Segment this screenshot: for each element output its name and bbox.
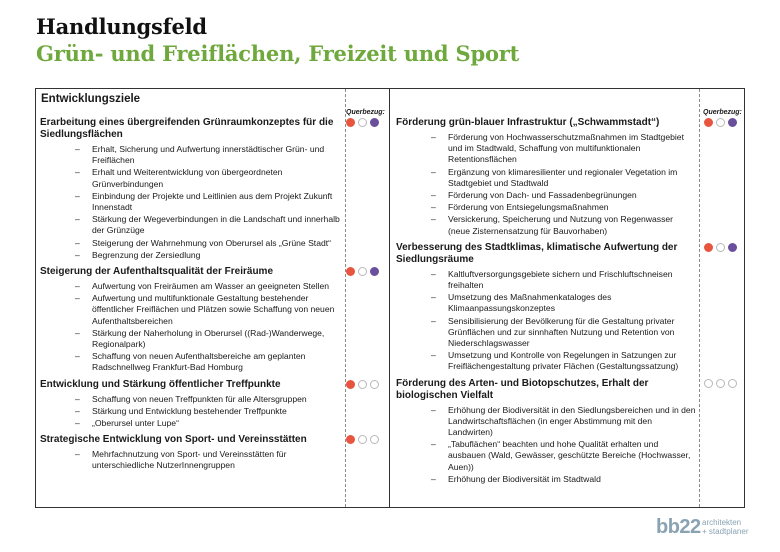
goal-item-text: Versickerung, Speicherung und Nutzung von Regenwasser (neue Zisternensatzung für Bauvorhaben) (448, 214, 674, 236)
dash-bullet-icon: – (75, 190, 80, 201)
dash-bullet-icon: – (75, 167, 80, 178)
goal-item-text: Förderung von Hochwasserschutzmaßnahmen im Stadtgebiet und im Stadtwald, Schaffung von multifunktionalen Retentionsflächen (448, 132, 684, 165)
goal-item (40, 293, 340, 327)
purple-circle-icon (370, 118, 379, 127)
dash-bullet-icon: – (431, 190, 436, 201)
dash-bullet-icon: – (75, 327, 80, 338)
goal-item-text: Sensibilisierung der Bevölkerung für die Gestaltung privater Grünflächen und zur sinnhaften Nutzung und Retention von Niederschlagswasser (448, 315, 675, 349)
page-title: Handlungsfeld (36, 14, 207, 39)
purple-circle-icon (370, 267, 379, 276)
empty-circle-icon (704, 379, 713, 388)
dash-bullet-icon: – (75, 249, 80, 260)
goal-section (396, 378, 696, 485)
goal-item-text: Mehrfachnutzung von Sport- und Vereinsstätten für unterschiedliche NutzerInnengruppen (92, 449, 287, 471)
goal-item-text: Erhalt, Sicherung und Aufwertung innerstädtischer Grün- und Freiflächen (92, 144, 325, 166)
dash-bullet-icon: – (431, 268, 436, 279)
goal-section-title: Erarbeitung eines übergreifenden Grünraumkonzeptes für die Siedlungsflächen (40, 117, 334, 140)
column-left (40, 117, 340, 477)
column-divider (389, 89, 390, 507)
goal-section-title: Strategische Entwicklung von Sport- und Vereinsstätten (40, 434, 307, 446)
goal-item (40, 250, 340, 261)
dash-bullet-icon: – (75, 237, 80, 248)
empty-circle-icon (358, 380, 367, 389)
goal-item-text: Stärkung der Naherholung in Oberursel ((Rad-)Wanderwege, Regionalpark) (92, 327, 325, 350)
goal-item-text: Förderung von Dach- und Fassadenbegrünungen (448, 190, 637, 201)
dash-bullet-icon: – (75, 405, 80, 416)
empty-circle-icon (728, 379, 737, 388)
orange-circle-icon (704, 243, 713, 252)
page-subtitle: Grün- und Freiflächen, Freizeit und Sport (36, 41, 520, 66)
goals-box (35, 88, 745, 508)
dash-bullet-icon: – (431, 214, 436, 225)
dash-bullet-icon: – (431, 315, 436, 326)
dash-bullet-icon: – (431, 350, 436, 361)
purple-circle-icon (728, 118, 737, 127)
querbezug-dots (346, 435, 382, 445)
goal-item-text: Aufwertung von Freiräumen am Wasser an geeigneten Stellen (92, 281, 330, 292)
goal-item-text: Umsetzung des Maßnahmenkataloges des Klimaanpassungskonzeptes (448, 292, 612, 314)
querbezug-dots (346, 380, 382, 390)
box-title: Entwicklungsziele (41, 93, 141, 105)
goal-item (40, 406, 340, 417)
dash-bullet-icon: – (75, 418, 80, 429)
goal-item-text: Ergänzung von klimaresilienter und regionaler Vegetation im Stadtgebiet und Stadtwald (448, 166, 678, 188)
empty-circle-icon (358, 435, 367, 444)
goal-item-text: Steigerung der Wahrnehmung von Oberursel als „Grüne Stadt“ (92, 237, 331, 248)
goal-section-title: Verbesserung des Stadtklimas, klimatische Aufwertung der Siedlungsräume (396, 241, 678, 265)
logo-line-1: architekten (702, 518, 742, 527)
goal-item-text: Schaffung von neuen Treffpunkten für alle Altersgruppen (92, 393, 307, 404)
goal-section (40, 434, 340, 471)
divider-right-querbezug (699, 89, 700, 507)
orange-circle-icon (346, 380, 355, 389)
dash-bullet-icon: – (75, 144, 80, 154)
goal-item-text: Begrenzung der Zersiedlung (92, 249, 201, 260)
querbezug-label-left: Querbezug: (346, 109, 385, 116)
orange-circle-icon (346, 118, 355, 127)
goal-item-text: Erhöhung der Biodiversität in den Siedlungsbereichen und in den Landwirtschaftsflächen (in enger Abstimmung mit den Landwirten) (448, 404, 696, 438)
goal-item-text: Stärkung der Wegeverbindungen in die Landschaft und innerhalb der Grünzüge (92, 214, 340, 236)
goal-item-text: Erhalt und Weiterentwicklung von übergeordneten Grünverbindungen (92, 167, 283, 189)
empty-circle-icon (358, 118, 367, 127)
goal-item (396, 167, 696, 189)
empty-circle-icon (370, 435, 379, 444)
goal-section (40, 266, 340, 374)
orange-circle-icon (346, 267, 355, 276)
goal-item (396, 190, 696, 201)
goal-item (396, 292, 696, 314)
goal-item-text: „Oberursel unter Lupe“ (92, 418, 179, 429)
dash-bullet-icon: – (431, 404, 436, 415)
goal-item-text: Erhöhung der Biodiversität im Stadtwald (448, 473, 601, 484)
goal-section (396, 242, 696, 373)
dash-bullet-icon: – (431, 132, 436, 142)
goal-item (40, 238, 340, 249)
dash-bullet-icon: – (431, 166, 436, 177)
dash-bullet-icon: – (75, 214, 80, 225)
goal-item (40, 191, 340, 213)
goal-item (396, 405, 696, 439)
goal-section (40, 117, 340, 261)
goal-item-text: Kaltluftversorgungsgebiete sichern und Frischluftschneisen freihalten (448, 268, 673, 291)
goal-item (396, 214, 696, 236)
goal-item (40, 144, 340, 166)
empty-circle-icon (716, 243, 725, 252)
goal-item (40, 214, 340, 236)
empty-circle-icon (716, 379, 725, 388)
goal-section (396, 117, 696, 237)
orange-circle-icon (704, 118, 713, 127)
goal-item (396, 316, 696, 350)
purple-circle-icon (728, 243, 737, 252)
goal-section (40, 379, 340, 430)
dash-bullet-icon: – (75, 281, 80, 292)
goal-item-text: Förderung von Entsiegelungsmaßnahmen (448, 202, 609, 213)
goal-item (40, 449, 340, 471)
goal-item (40, 351, 340, 373)
goal-item (396, 350, 696, 372)
empty-circle-icon (370, 380, 379, 389)
goal-item (396, 474, 696, 485)
goal-section-title: Steigerung der Aufenthaltsqualität der Freiräume (40, 266, 274, 278)
goal-item (40, 281, 340, 292)
querbezug-dots (704, 118, 740, 128)
goal-item-text: Umsetzung und Kontrolle von Regelungen in Satzungen zur Freiflächengestaltung privater Flächen (Gestaltungssatzung) (448, 350, 679, 372)
goal-section-title: Förderung grün-blauer Infrastruktur („Schwammstadt“) (396, 117, 660, 128)
querbezug-dots (346, 118, 382, 128)
dash-bullet-icon: – (431, 292, 436, 303)
dash-bullet-icon: – (431, 473, 436, 484)
goal-item (396, 132, 696, 166)
querbezug-dots (704, 379, 740, 389)
goal-item-text: Einbindung der Projekte und Leitlinien aus dem Projekt Zukunft Innenstadt (92, 190, 333, 213)
goal-item (40, 394, 340, 405)
dash-bullet-icon: – (431, 202, 436, 213)
goal-item (396, 202, 696, 213)
goal-item (40, 167, 340, 189)
querbezug-dots (704, 243, 740, 253)
dash-bullet-icon: – (75, 351, 80, 362)
goal-section-title: Entwicklung und Stärkung öffentlicher Treffpunkte (40, 378, 281, 390)
goal-section-title: Förderung des Arten- und Biotopschutzes, Erhalt der biologischen Vielfalt (396, 377, 649, 401)
goal-item (396, 269, 696, 291)
logo-mark: bb22 (656, 516, 701, 538)
dash-bullet-icon: – (75, 293, 80, 304)
dash-bullet-icon: – (431, 439, 436, 450)
querbezug-dots (346, 267, 382, 277)
dash-bullet-icon: – (75, 449, 80, 460)
empty-circle-icon (716, 118, 725, 127)
logo-text (702, 519, 748, 536)
querbezug-label-right: Querbezug: (703, 109, 742, 116)
column-right (396, 117, 696, 490)
orange-circle-icon (346, 435, 355, 444)
goal-item-text: „Tabuflächen“ beachten und hohe Qualität erhalten und ausbauen (Wald, Gewässer, geschützte Bereiche (Hochwasser, Auen)) (448, 439, 691, 472)
goal-item-text: Schaffung von neuen Aufenthaltsbereiche am geplanten Radschnellweg Frankfurt-Bad Homburg (92, 351, 306, 373)
goal-item-text: Stärkung und Entwicklung bestehender Treffpunkte (92, 405, 287, 416)
goal-item (40, 418, 340, 429)
logo-line-2: + stadtplaner (702, 526, 749, 536)
dash-bullet-icon: – (75, 393, 80, 404)
goal-item-text: Aufwertung und multifunktionale Gestaltung bestehender öffentlicher Freiflächen und Plätzen sowie Schaffung von neuen Aufenthaltsbereichen (92, 293, 335, 326)
goal-item (40, 328, 340, 350)
empty-circle-icon (358, 267, 367, 276)
goal-item (396, 439, 696, 473)
